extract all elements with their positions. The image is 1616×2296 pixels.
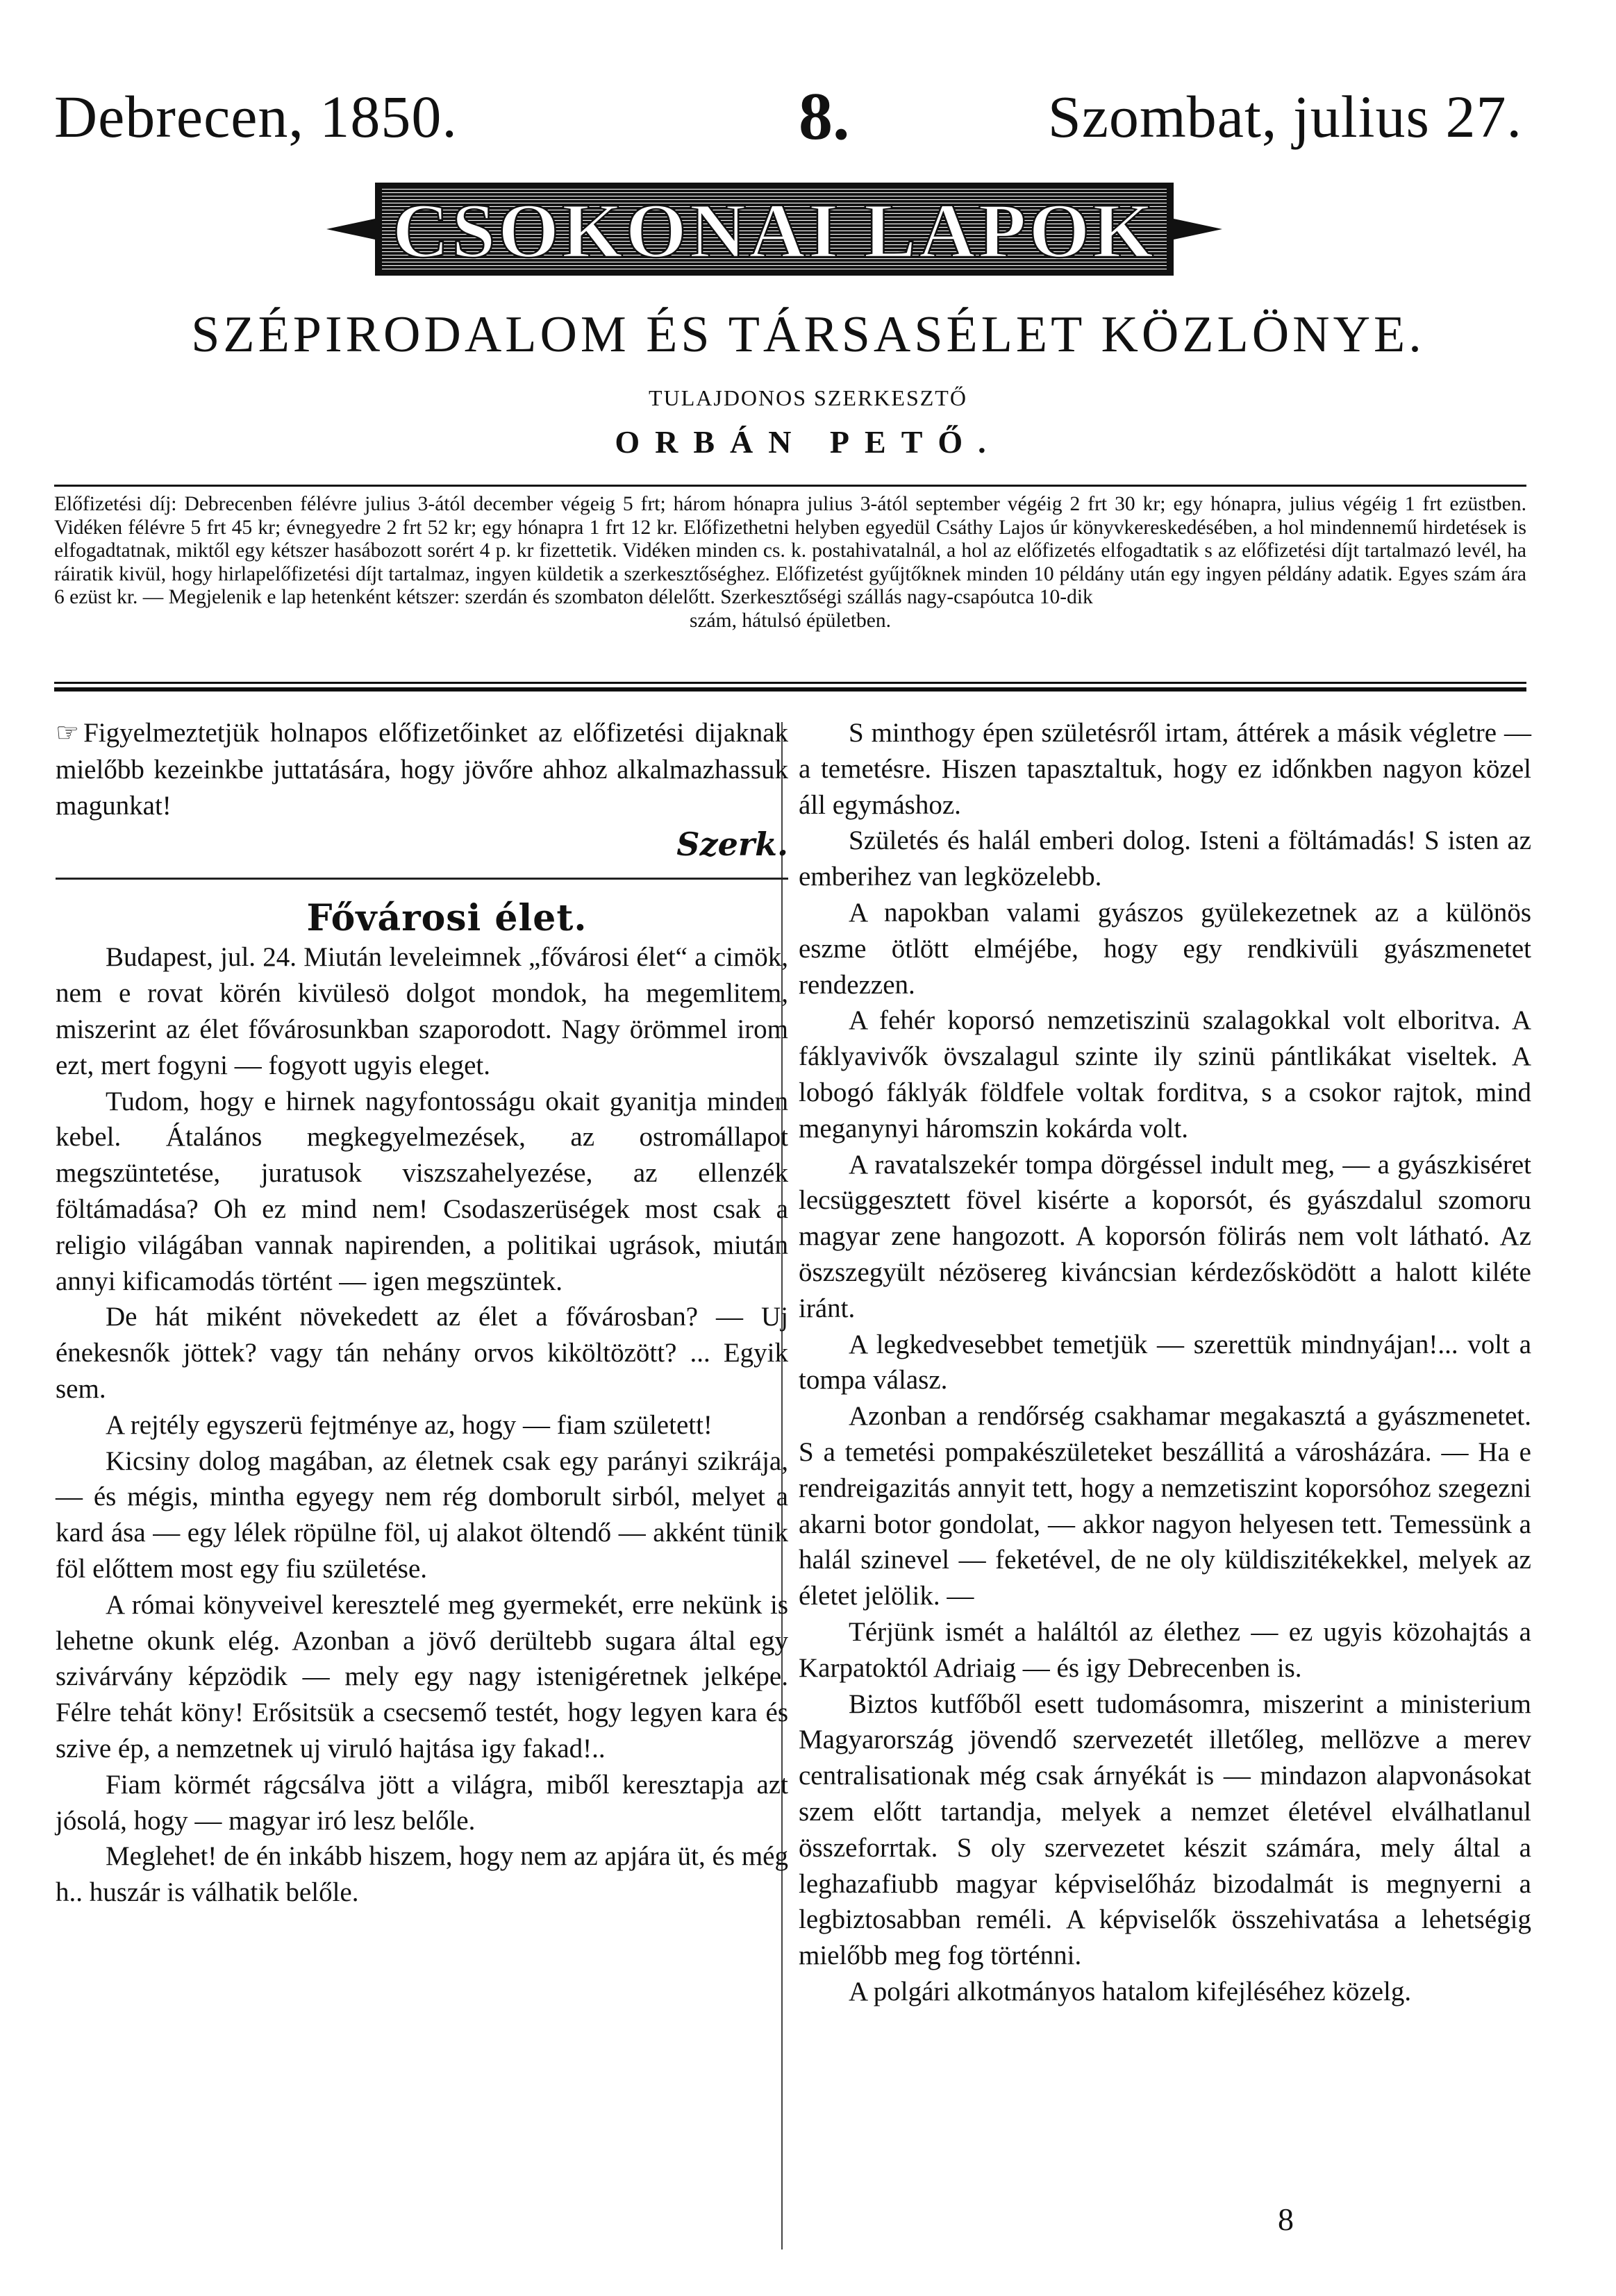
subscriber-notice	[56, 715, 788, 823]
issue-number: 8.	[799, 79, 850, 154]
editor-name: ORBÁN PETŐ.	[615, 424, 1001, 460]
article-paragraph: Térjünk ismét a haláltól az élethez — ez ugyis közohajtás a Karpatoktól Adriaig — és igy Debrecenben is.	[799, 1616, 1531, 1683]
double-rule-bottom	[54, 687, 1526, 692]
notice-signature: Szerk.	[676, 826, 788, 864]
article-paragraph: A legkedvesebbet temetjük — szerettük mindnyájan!... volt a tompa válasz.	[799, 1329, 1531, 1396]
article-paragraph: Fiam körmét rágcsálva jött a világra, miből keresztapja azt jósolá, hogy — magyar iró lesz belőle.	[56, 1769, 788, 1836]
article-paragraph: A rejtély egyszerü fejtménye az, hogy — fiam született!	[106, 1409, 713, 1440]
masthead-title: CSOKONAI LAPOK	[392, 188, 1156, 274]
article-paragraph: Azonban a rendőrség csakhamar megakasztá a gyászmenetet. S a temetési pompakészületeket beszállitá a városházára. — Ha e rendreigazitás annyit tett, hogy a nemzetiszint koporsóhoz szegezni akarni botor gondolat, — akkor nagyon helyesen tett. Temessünk a halál szinevel — feketével, de ne oly küldiszitékekkel, melyek az életet jelölik. —	[799, 1401, 1531, 1611]
article-paragraph: A római könyveivel keresztelé meg gyermekét, erre nekünk is lehetne okunk elég. Azonban a jövő derültebb sugara által egy szivárvány képzödik — mely egy nagy istenigéretnek jelképe. Félre tehát köny! Erősitsük a csecsemő testét, hogy legyen kara és szive ép, a nemzetnek uj viruló hajtása igy fakad!..	[56, 1589, 788, 1763]
section-title: Fővárosi élet.	[306, 897, 588, 940]
right-column	[799, 715, 1531, 2010]
subscription-box	[54, 493, 1526, 632]
notice-text: Figyelmeztetjük holnapos előfizetőinket az előfizetési dijaknak mielőbb kezeinkbe juttatására, hogy jövőre ahhoz alkalmazhassuk magunkat!	[56, 718, 788, 821]
page-number: 8	[1278, 2202, 1294, 2237]
article-paragraph: S minthogy épen születésről irtam, áttérek a másik végletre — a temetésre. Hiszen tapasztaltuk, hogy ez időnkben nagyon közel áll egymáshoz.	[799, 718, 1531, 820]
section-rule	[56, 878, 788, 880]
pointing-hand-icon: ☞	[56, 719, 80, 748]
article-paragraph: A polgári alkotmányos hatalom kifejléséhez közelg.	[849, 1976, 1412, 2006]
article-paragraph: Meglehet! de én inkább hiszem, hogy nem az apjára üt, és még h.. huszár is válhatik belőle.	[56, 1841, 788, 1908]
article-paragraph: A fehér koporsó nemzetiszinü szalagokkal volt elboritva. A fáklyavivők övszalagul szinte ily szinü pántlikákat viseltek. A lobogó fáklyák földfele voltak forditva, s a csokor rajtok, mind meganynyi háromszin kokárda volt.	[799, 1005, 1531, 1143]
article-paragraph: Tudom, hogy e hirnek nagyfontosságu okait gyanitja minden kebel. Átalános megkegyelmezések, az ostromállapot megszüntetése, juratusok viszszahelyezése, az ellenzék föltámadása? Oh ez mind nem! Csodaszerüségek most csak a religio világában vannak napirenden, a politikai ugrások, miután annyi kificamodás történt — igen megszüntek.	[56, 1086, 788, 1296]
article-paragraph: Kicsiny dolog magában, az életnek csak egy parányi szikrája, — és mégis, mintha egyegy nem rég domborult sirból, melyet a kard ása — egy lélek röpülne föl, uj alakot öltendő — akként tünik föl előttem most egy fiu születése.	[56, 1446, 788, 1584]
header-place-year: Debrecen, 1850.	[54, 83, 458, 150]
article-paragraph: A ravatalszekér tompa dörgéssel indult meg, — a gyászkiséret lecsüggesztett fövel kisérte a koporsót, és gyászdalul szomoru magyar zene hangozott. A koporsón fölirás nem volt látható. Az öszszegyült nézösereg kiváncsian kérdezősködött a halott kiléte iránt.	[799, 1149, 1531, 1323]
masthead-banner	[326, 177, 1222, 281]
double-rule-top	[54, 682, 1526, 684]
masthead-right-ornament	[1174, 219, 1222, 240]
subscription-last-line: szám, hátulsó épületben.	[689, 609, 891, 632]
top-rule	[54, 485, 1526, 487]
masthead-left-ornament	[326, 219, 375, 240]
header-date: Szombat, julius 27.	[1047, 83, 1522, 150]
masthead-subtitle: SZÉPIRODALOM ÉS TÁRSASÉLET KÖZLÖNYE.	[191, 306, 1425, 363]
article-paragraph: Biztos kutfőből esett tudomásomra, miszerint a ministerium Magyarország jövendő szervezetét illetőleg, mellözve a merev centralisationak még csak árnyékát is — mindazon alapvonásokat szem előtt tartandja, melyek a nemzet életével elválhatlanul összeforrtak. S oly szervezetet készit számára, mely által a leghazafiubb magyar képviselőház bizodalmát is megnyerni a legbiztosabban reméli. A képviselők összehivatása a lehetségig mielőbb meg fog történni.	[799, 1689, 1531, 1971]
editor-label: TULAJDONOS SZERKESZTŐ	[649, 385, 967, 410]
article-paragraph: Születés és halál emberi dolog. Isteni a föltámadás! S isten az emberihez van legközelebb.	[799, 826, 1531, 892]
subscription-text: Előfizetési díj: Debrecenben félévre julius 3-ától december végeig 5 frt; három hónapra julius 3-ától september végéig 2 frt 30 kr; egy hónapra, julius végéig 1 frt ezüstben. Vidéken félévre 5 frt 45 kr; évnegyedre 2 frt 52 kr; egy hónapra 1 frt 12 kr. Előfizethetni helyben egyedül Csáthy Lajos úr könyvkereskedésében, a hol mindennemű hirdetések is elfogadtatnak, miktől egy kétszer hasábozott sorért 4 p. kr fizettetik. Vidéken minden cs. k. postahivatalnál, a hol az előfizetés elfogadtatik s az előfizetési díjt tartalmazó levél, ha ráiratik kivül, hogy hirlapelőfizetési díjt tartalmaz, ingyen küldetik a szerkesztőséghez. Előfizetést gyűjtőknek minden 10 példány után egy ingyen példány adatik. Egyes szám ára 6 ezüst kr. — Megjelenik e lap hetenként kétszer: szerdán és szombaton délelőtt. Szerkesztőségi szállás nagy-csapóutca 10-dik	[54, 493, 1526, 608]
article-paragraph: De hát miként növekedett az élet a fővárosban? — Uj énekesnők jöttek? vagy tán nehány orvos kiköltözött? ... Egyik sem.	[56, 1302, 788, 1404]
article-paragraph: A napokban valami gyászos gyülekezetnek az a különös eszme ötlött elméjébe, hogy egy rendkivüli gyászmenetet rendezzen.	[799, 897, 1531, 1000]
article-paragraph: Budapest, jul. 24. Miután leveleimnek „fővárosi élet“ a cimök, nem e rovat körén kivülesö dolgot mondok, ha megemlitem, miszerint az élet fővárosunkban szaporodott. Nagy örömmel irom ezt, mert fogyni — fogyott ugyis eleget.	[56, 942, 788, 1080]
left-column	[56, 715, 788, 1911]
